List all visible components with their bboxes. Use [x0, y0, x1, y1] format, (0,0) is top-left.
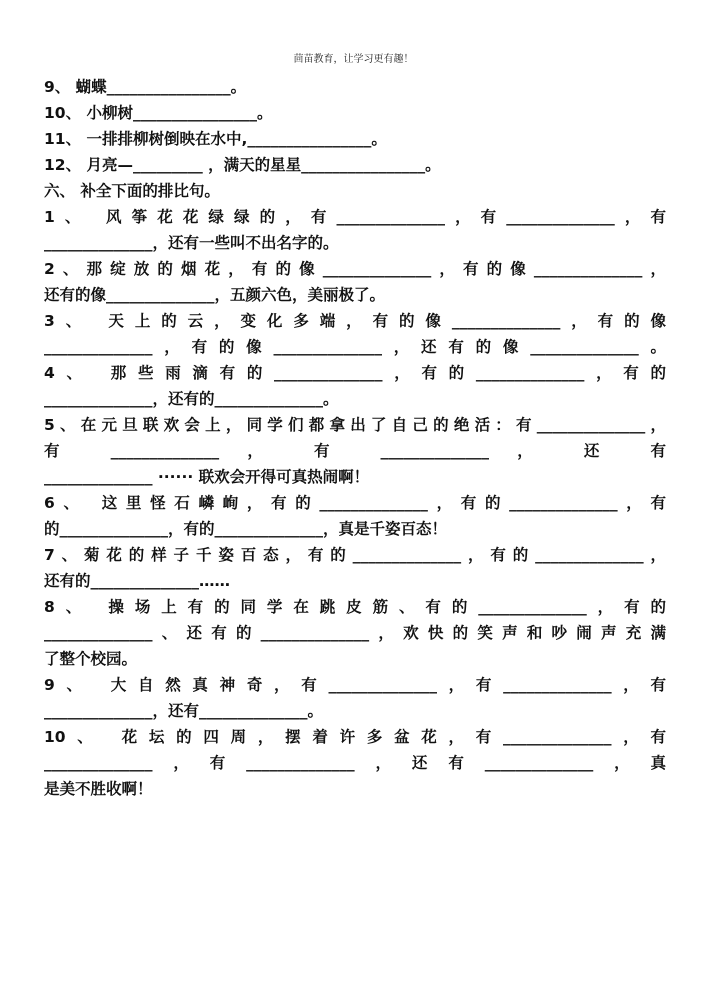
worksheet-line: 6、 这里怪石嶙峋，有的______________，有的______________，有: [44, 494, 666, 512]
worksheet-line: 3、 天上的云，变化多端，有的像______________，有的像: [44, 312, 666, 330]
worksheet-line: ______________，有的像______________，还有的像______________。: [44, 338, 666, 356]
worksheet-line: ______________、还有的______________，欢快的笑声和吵闹声充满: [44, 624, 666, 642]
page-header: 茴苗教育，让学习更有趣！: [293, 54, 414, 65]
worksheet-line: 六、 补全下面的排比句。: [44, 182, 220, 200]
worksheet-line: ______________，还有的______________。: [44, 390, 339, 408]
worksheet-line: 5、在元旦联欢会上，同学们都拿出了自己的绝活：有______________，: [44, 416, 666, 434]
worksheet-line: 9、 蝴蝶________________。: [44, 78, 247, 96]
worksheet-line: 还有的______________……: [44, 572, 231, 590]
worksheet-line: 有 ______________ ， 有 ______________ ， 还 有: [44, 442, 666, 460]
worksheet-content: [44, 74, 666, 802]
worksheet-line: ______________，还有一些叫不出名字的。: [44, 234, 339, 252]
worksheet-line: 还有的像______________，五颜六色，美丽极了。: [44, 286, 386, 304]
worksheet-line: 了整个校园。: [44, 650, 138, 668]
worksheet-line: 是美不胜收啊！: [44, 780, 153, 798]
worksheet-line: ______________，还有______________。: [44, 702, 324, 720]
worksheet-line: 8、 操场上有的同学在跳皮筋、有的______________，有的: [44, 598, 666, 616]
worksheet-line: 1、 风筝花花绿绿的，有______________，有______________，有: [44, 208, 666, 226]
worksheet-line: 2、那绽放的烟花，有的像______________，有的像______________，: [44, 260, 666, 278]
worksheet-line: 12、 月亮—_________ ，满天的星星________________。: [44, 156, 441, 174]
worksheet-line: 9、 大自然真神奇，有______________，有______________，有: [44, 676, 666, 694]
worksheet-line: 的______________，有的______________，真是千姿百态！: [44, 520, 448, 538]
worksheet-line: ______________ ······ 联欢会开得可真热闹啊！: [44, 468, 370, 486]
worksheet-line: 10、 小柳树________________。: [44, 104, 273, 122]
worksheet-line: 10、 花坛的四周，摆着许多盆花，有______________，有: [44, 728, 666, 746]
worksheet-line: 4、 那些雨滴有的______________，有的______________，有的: [44, 364, 666, 382]
worksheet-line: ______________，有______________，还有______________，真: [44, 754, 666, 772]
worksheet-line: 11、 一排排柳树倒映在水中,________________。: [44, 130, 387, 148]
worksheet-line: 7、菊花的样子千姿百态，有的______________，有的______________，: [44, 546, 666, 564]
